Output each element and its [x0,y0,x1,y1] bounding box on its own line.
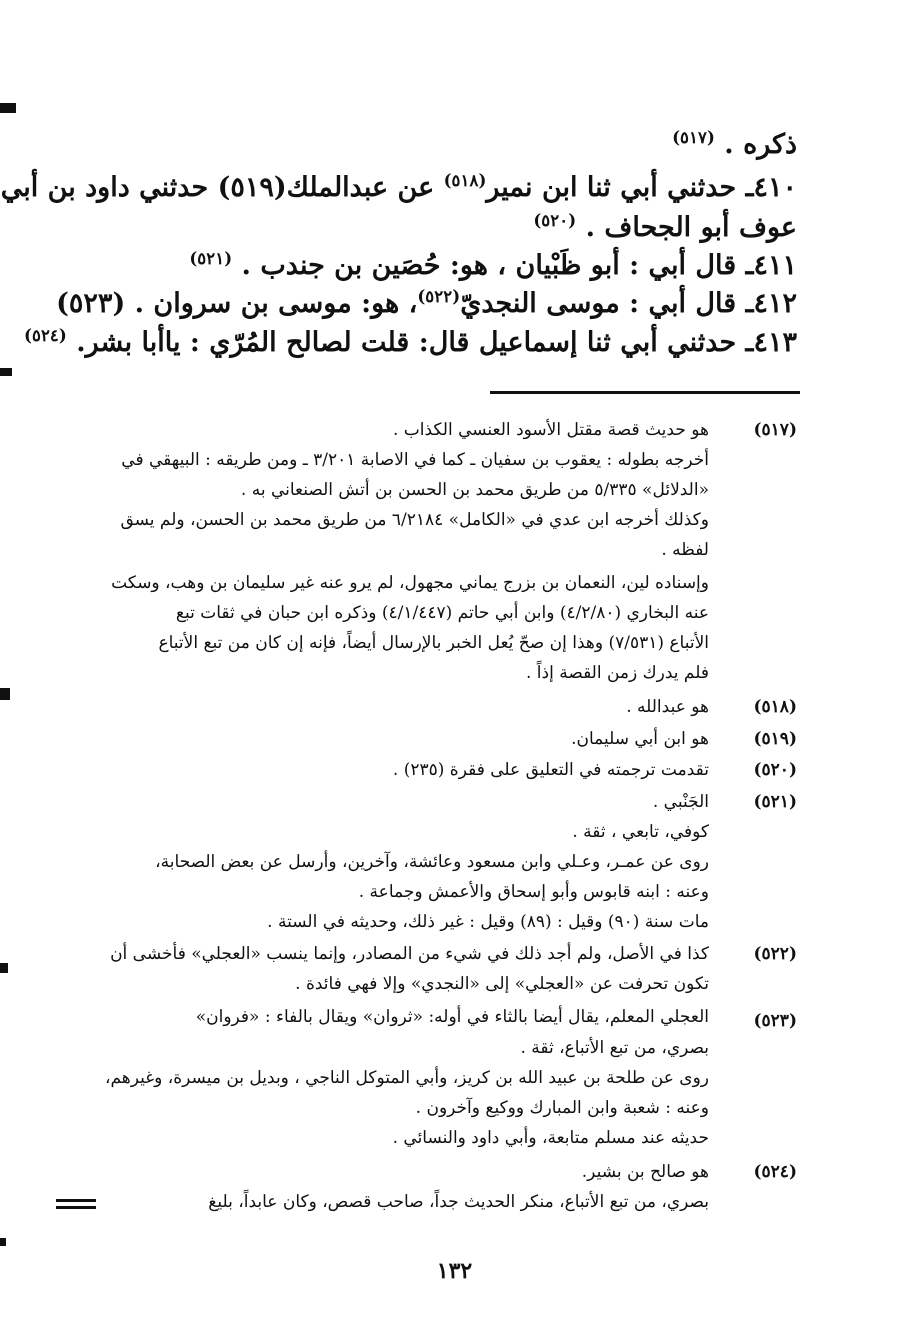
footnote-line: وعنه : ابنه قابوس وأبو إسحاق والأعمش وجماعة . [358,882,709,902]
main-line: ذكره . $^{(٥١٧)}$ [672,127,797,160]
footnote-line: العجلي المعلم، يقال أيضا بالثاء في أوله: «ثروان» ويقال بالفاء : «فروان» [195,1007,709,1027]
scan-mark [0,1238,6,1246]
footnote-line: وعنه : شعبة وابن المبارك ووكيع وآخرون . [415,1098,709,1118]
footnote-line: وكذلك أخرجه ابن عدي في «الكامل» ٦/٢١٨٤ من طريق محمد بن الحسن، ولم يسق [120,510,709,530]
footnote-line: كذا في الأصل، ولم أجد ذلك في شيء من المصادر، وإنما ينسب «العجلي» فأخشى أن [110,944,709,964]
scan-mark [0,368,12,376]
footnote-line: لفظه . [661,540,709,560]
footnote-line: تكون تحرفت عن «العجلي» إلى «النجدي» وإلا فهي فائدة . [295,974,709,994]
footnote-line: الأتباع (٧/٥٣١) وهذا إن صحّ يُعل الخبر بالإرسال أيضاً، فإنه إن كان من تبع الأتباع [158,633,709,653]
footnote-number: (٥٢٣) [753,1011,797,1031]
main-line: عوف أبو الجحاف . $^{(٥٢٠)}$ [533,210,797,243]
footnote-number: (٥١٨) [753,697,797,717]
footnote-line: وإسناده لين، النعمان بن بزرج يماني مجهول، لم يرو عنه غير سليمان بن وهب، وسكت [111,573,709,593]
footnote-line: فلم يدرك زمن القصة إذاً . [526,663,709,683]
footnote-line: أخرجه بطوله : يعقوب بن سفيان ـ كما في الاصابة ٣/٢٠١ ـ ومن طريقه : البيهقي في [121,450,709,470]
main-line: ٤١١ـ قال أبي : أبو ظَبْيان ، هو: حُصَين بن جندب . $^{(٥٢١)}$ [189,248,797,281]
footnote-number: (٥١٩) [753,729,797,749]
continuation-mark [56,1198,96,1210]
footnote-line: روى عن طلحة بن عبيد الله بن كريز، وأبي المتوكل الناجي ، وبديل بن ميسرة، وغيرهم، [104,1068,709,1088]
footnote-line: «الدلائل» ٥/٣٣٥ من طريق محمد بن الحسن بن أتش الصنعاني به . [240,480,709,500]
footnote-number: (٥٢١) [753,792,797,812]
scan-mark [0,103,16,113]
scan-mark [0,688,10,700]
footnote-number: (٥٢٢) [753,944,797,964]
footnote-line: هو ابن أبي سليمان. [571,729,709,749]
main-line: ٤١٠ـ حدثني أبي ثنا ابن نمير$^{(٥١٨)}$ عن عبدالملك(٥١٩) حدثني داود بن أبي [0,170,797,203]
footnote-line: بصري، من تبع الأتباع، منكر الحديث جداً، صاحب قصص، وكان عابداً، بليغ [208,1192,709,1212]
main-line: ٤١٢ـ قال أبي : موسى النجديّ$^{(٥٢٢)}$، هو: موسى بن سروان . (٥٢٣) [56,286,797,319]
footnote-line: هو عبدالله . [626,697,709,717]
footnote-number: (٥٢٠) [753,760,797,780]
footnote-line: مات سنة (٩٠) وقيل : (٨٩) وقيل : غير ذلك، وحديثه في الستة . [267,912,709,932]
footnote-line: الجَنْبي . [652,792,709,812]
footnote-line: روى عن عمـر، وعـلي وابن مسعود وعائشة، وآخرين، وأرسل عن بعض الصحابة، [155,852,709,872]
footnote-separator [490,391,800,394]
main-line: ٤١٣ـ حدثني أبي ثنا إسماعيل قال: قلت لصالح المُرّي : ياأبا بشر. $^{(٥٢٤)}$ [24,325,797,358]
footnote-number: (٥٢٤) [753,1162,797,1182]
footnote-line: هو حديث قصة مقتل الأسود العنسي الكذاب . [392,420,709,440]
footnote-line: عنه البخاري (٤/٢/٨٠) وابن أبي حاتم (٤/١/٤٤٧) وذكره ابن حبان في ثقات تبع [175,603,709,623]
footnote-line: بصري، من تبع الأتباع، ثقة . [520,1038,709,1058]
footnote-line: هو صالح بن بشير. [581,1162,709,1182]
footnote-line: كوفي، تابعي ، ثقة . [572,822,709,842]
page-number: ١٣٢ [436,1258,473,1284]
footnote-number: (٥١٧) [753,420,797,440]
footnote-line: حديثه عند مسلم متابعة، وأبي داود والنسائي . [392,1128,709,1148]
footnote-line: تقدمت ترجمته في التعليق على فقرة (٢٣٥) . [392,760,709,780]
scan-mark [0,963,8,973]
